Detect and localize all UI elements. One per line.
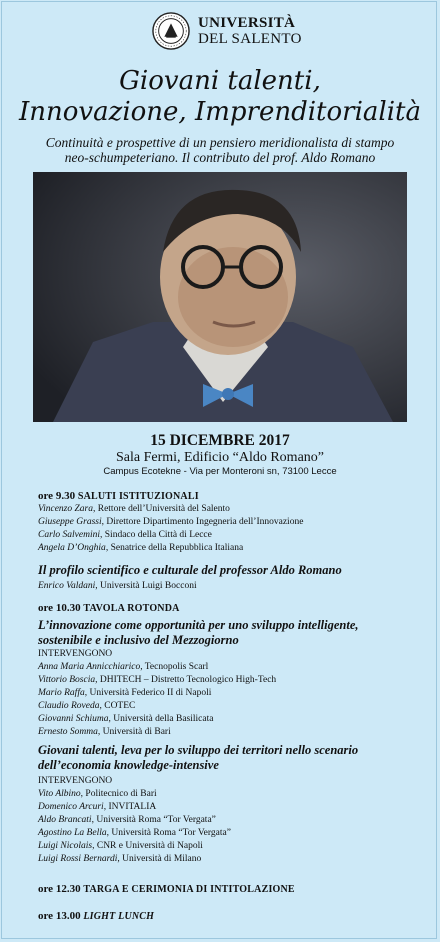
speakers-label: INTERVENGONO <box>38 776 113 786</box>
speaker-role: , Università della Basilicata <box>108 714 214 724</box>
session-title: LIGHT LUNCH <box>83 911 155 922</box>
speaker-role: , COTEC <box>99 701 136 711</box>
speaker-row <box>38 726 428 739</box>
subtitle-line2: neo-schumpeteriano. Il contributo del prof. Aldo Romano <box>64 150 376 165</box>
speaker-role: , Università di Bari <box>97 727 171 737</box>
title-line2: Innovazione, Imprenditorialità <box>19 97 421 127</box>
event-title <box>0 66 440 128</box>
speaker-name: Ernesto Somma <box>38 727 98 737</box>
speaker-row <box>38 788 428 801</box>
speaker-name: Anna Maria Annicchiarico <box>38 662 141 672</box>
speaker-row <box>38 503 428 516</box>
session-ceremony <box>38 883 428 895</box>
speakers-label: INTERVENGONO <box>38 649 113 659</box>
speaker-name: Angela D’Onghia <box>38 543 106 553</box>
topic-2-line1: Giovani talenti, leva per lo sviluppo dei territori nello scenario <box>38 743 359 757</box>
keynote-title: Il profilo scientifico e culturale del professor Aldo Romano <box>38 563 342 577</box>
speaker-role: , Direttore Dipartimento Ingegneria dell’Innovazione <box>101 517 304 527</box>
topic-2 <box>38 743 428 773</box>
speaker-row <box>38 580 428 593</box>
event-date: 15 DICEMBRE 2017 <box>150 432 290 449</box>
speaker-name: Claudio Roveda <box>38 701 100 711</box>
speaker-name: Domenico Arcuri <box>38 802 104 812</box>
speaker-role: , Università Federico II di Napoli <box>84 688 212 698</box>
speaker-name: Carlo Salvemini <box>38 530 101 540</box>
session-time: ore 9.30 <box>38 490 76 502</box>
speaker-name: Mario Raffa <box>38 688 85 698</box>
event-venue: Sala Fermi, Edificio “Aldo Romano” <box>115 450 324 465</box>
speaker-name: Agostino La Bella <box>38 828 107 838</box>
speaker-role: , Politecnico di Bari <box>80 789 157 799</box>
session-time: ore 10.30 <box>38 602 81 614</box>
subtitle-line1: Continuità e prospettive di un pensiero meridionalista di stampo <box>45 135 395 150</box>
session-time: ore 12.30 <box>38 883 81 895</box>
university-header <box>152 12 302 50</box>
speaker-name: Aldo Brancati <box>38 815 92 825</box>
speaker-role: , DHITECH – Distretto Tecnologico High-Tech <box>95 675 277 685</box>
speaker-row <box>38 674 428 687</box>
speaker-name: Vincenzo Zara <box>38 504 93 514</box>
session-lunch <box>38 910 428 922</box>
topic-1-line2: sostenibile e inclusivo del Mezzogiorno <box>38 633 239 647</box>
university-seal-icon <box>152 12 190 50</box>
speaker-row <box>38 516 428 529</box>
speaker-name: Giovanni Schiuma <box>38 714 109 724</box>
session-title: SALUTI ISTITUZIONALI <box>77 491 199 502</box>
speaker-row <box>38 529 428 542</box>
speaker-row <box>38 801 428 814</box>
speaker-name: Luigi Rossi Bernardi <box>38 854 118 864</box>
title-line1: Giovani talenti, <box>119 66 321 96</box>
session-title: TAVOLA ROTONDA <box>83 603 180 614</box>
speaker-role: , Università di Milano <box>117 854 202 864</box>
speaker-name: Luigi Nicolais <box>38 841 93 851</box>
speaker-name: Vito Albino <box>38 789 81 799</box>
speaker-role: , Università Roma “Tor Vergata” <box>91 815 216 825</box>
speaker-row <box>38 827 428 840</box>
speaker-role: , Università Luigi Bocconi <box>95 581 197 591</box>
event-address: Campus Ecotekne - Via per Monteroni sn, 73100 Lecce <box>103 466 337 477</box>
speaker-row <box>38 687 428 700</box>
speaker-row <box>38 661 428 674</box>
speaker-row <box>38 814 428 827</box>
speaker-role: , Università Roma “Tor Vergata” <box>106 828 231 838</box>
speaker-role: , INVITALIA <box>103 802 157 812</box>
speaker-row <box>38 713 428 726</box>
speaker-name: Giuseppe Grassi <box>38 517 102 527</box>
session-keynote <box>38 563 428 593</box>
university-name-line1: UNIVERSITÀ <box>198 15 296 31</box>
topic-2-line2: dell’economia knowledge-intensive <box>38 758 219 772</box>
portrait-photo <box>33 172 407 422</box>
speaker-role: , Sindaco della Città di Lecce <box>100 530 212 540</box>
speaker-row <box>38 700 428 713</box>
speaker-row <box>38 542 428 555</box>
session-round-table <box>38 602 428 866</box>
speaker-role: , Rettore dell’Università del Salento <box>92 504 230 514</box>
speaker-role: , Senatrice della Repubblica Italiana <box>105 543 244 553</box>
topic-1-line1: L’innovazione come opportunità per uno sviluppo intelligente, <box>38 618 359 632</box>
university-name-line2: DEL SALENTO <box>198 31 302 47</box>
event-subtitle <box>10 135 430 165</box>
speaker-name: Vittorio Boscia <box>38 675 96 685</box>
speaker-name: Enrico Valdani <box>38 581 96 591</box>
session-title: TARGA E CERIMONIA DI INTITOLAZIONE <box>83 884 295 895</box>
session-time: ore 13.00 <box>38 910 81 922</box>
topic-1 <box>38 618 428 648</box>
speaker-row <box>38 853 428 866</box>
speaker-row <box>38 840 428 853</box>
session-welcome <box>38 490 428 555</box>
speaker-role: , CNR e Università di Napoli <box>92 841 203 851</box>
speaker-role: , Tecnopolis Scarl <box>140 662 209 672</box>
